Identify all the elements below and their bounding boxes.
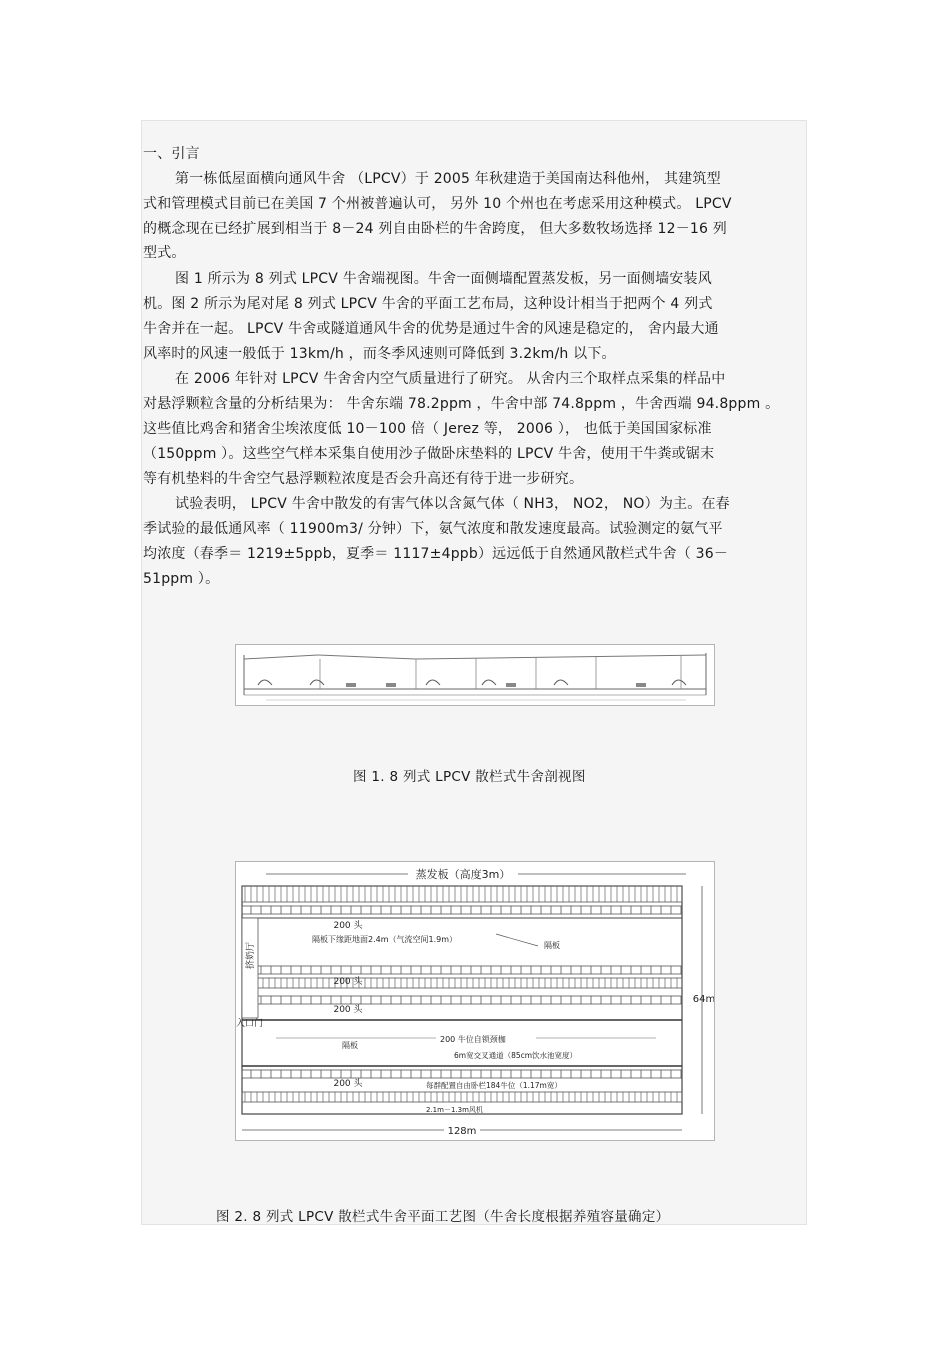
section-heading: 一、引言 [143, 146, 200, 162]
paragraph-line: 均浓度（春季＝ 1219±5ppb，夏季＝ 1117±4ppb）远远低于自然通风散栏式牛舍（ 36－ [143, 546, 729, 562]
paragraph-line: 对悬浮颗粒含量的分析结果为： 牛舍东端 78.2ppm ，牛舍中部 74.8ppm ，牛舍西端 94.8ppm 。 [143, 396, 780, 412]
length-dimension: 128m [447, 1126, 477, 1137]
headlock-note: 200 牛位自锁颈枷 [440, 1035, 506, 1044]
baffle-label: 隔板 [544, 941, 560, 950]
cross-alley-note: 6m宽交叉通道（85cm饮水池宽度） [454, 1051, 578, 1060]
row-label: 200 头 [333, 921, 363, 931]
paragraph-line: 在 2006 年针对 LPCV 牛舍舍内空气质量进行了研究。 从舍内三个取样点采集的样品中 [175, 371, 726, 387]
entrance-label: 入口门 [236, 1019, 264, 1029]
paragraph-line: 图 1 所示为 8 列式 LPCV 牛舍端视图。牛舍一面侧墙配置蒸发板，另一面侧墙安装风 [175, 271, 712, 287]
paragraph-line: （150ppm ）。这些空气样本采集自使用沙子做卧床垫料的 LPCV 牛舍，使用干牛粪或锯末 [143, 446, 715, 462]
stall-note: 每群配置自由卧栏184牛位（1.17m宽） [426, 1081, 562, 1090]
width-dimension: 64m [692, 994, 714, 1005]
paragraph-line: 型式。 [143, 245, 186, 261]
figure-1-caption: 图 1. 8 列式 LPCV 散栏式牛舍剖视图 [353, 769, 586, 785]
fan-note: 2.1m－1.3m风机 [426, 1106, 483, 1114]
row-label: 200 头 [333, 977, 363, 987]
figure-2-plan-layout [235, 861, 715, 1141]
row-label: 200 头 [333, 1005, 363, 1015]
row-label: 200 头 [333, 1079, 363, 1089]
figure-2-caption: 图 2. 8 列式 LPCV 散栏式牛舍平面工艺图（牛舍长度根据养殖容量确定） [216, 1209, 670, 1225]
plan-layout-drawing [236, 862, 714, 1140]
paragraph-line: 机。图 2 所示为尾对尾 8 列式 LPCV 牛舍的平面工艺布局，这种设计相当于把两个 4 列式 [143, 296, 713, 312]
paragraph-line: 的概念现在已经扩展到相当于 8－24 列自由卧栏的牛舍跨度， 但大多数牧场选择 12－16 列 [143, 221, 727, 237]
baffle-label: 隔板 [342, 1041, 358, 1050]
baffle-height-note: 隔板下缘距地面2.4m（气流空间1.9m） [312, 935, 458, 944]
paragraph-line: 试验表明， LPCV 牛舍中散发的有害气体以含氮气体（ NH3， NO2， NO）为主。在春 [175, 496, 730, 512]
paragraph-line: 风率时的风速一般低于 13km/h ，而冬季风速则可降低到 3.2km/h 以下。 [143, 346, 616, 362]
paragraph-line: 牛舍并在一起。 LPCV 牛舍或隧道通风牛舍的优势是通过牛舍的风速是稳定的， 舍内最大通 [143, 321, 719, 337]
paragraph-line: 第一栋低屋面横向通风牛舍 （LPCV）于 2005 年秋建造于美国南达科他州， 其建筑型 [175, 171, 721, 187]
cross-section-drawing [236, 645, 714, 705]
milking-parlor-label: 挤奶厅 [246, 942, 256, 970]
paragraph-line: 51ppm ）。 [143, 571, 220, 587]
paragraph-line: 等有机垫料的牛舍空气悬浮颗粒浓度是否会升高还有待于进一步研究。 [143, 471, 584, 487]
figure-1-cross-section [235, 644, 715, 706]
paragraph-line: 季试验的最低通风率（ 11900m3/ 分钟）下，氨气浓度和散发速度最高。试验测定的氨气平 [143, 521, 723, 537]
evaporative-pad-label: 蒸发板（高度3m） [415, 868, 511, 881]
paragraph-line: 式和管理模式目前已在美国 7 个州被普遍认可， 另外 10 个州也在考虑采用这种模式。 LPCV [143, 196, 732, 212]
paragraph-line: 这些值比鸡舍和猪舍尘埃浓度低 10－100 倍（ Jerez 等， 2006 ）， 也低于美国国家标准 [143, 421, 712, 437]
